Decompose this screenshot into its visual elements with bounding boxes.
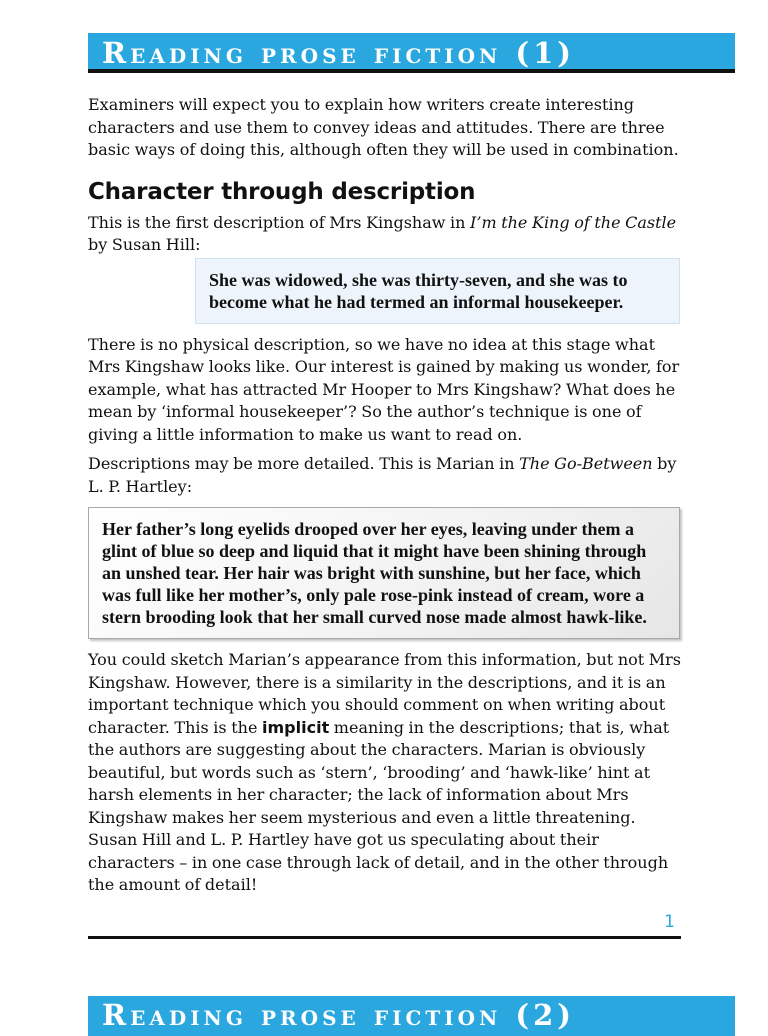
- kingshaw-intro-author: by Susan Hill:: [88, 235, 201, 254]
- page-title-bar: [88, 33, 735, 73]
- next-page-title: Reading prose fiction (2): [102, 998, 576, 1032]
- page-title: Reading prose fiction (1): [102, 36, 576, 70]
- kingshaw-intro-paragraph: [88, 212, 688, 257]
- marian-intro-author: by L. P. Hartley:: [88, 454, 677, 496]
- implicit-meaning-paragraph: [88, 649, 688, 897]
- implicit-paragraph-start: You could sketch Marian’s appearance from this information, but not Mrs Kingshaw. However, there is a similarity in the descriptions, and it is an important technique which you should comment on when writing about character. This is the: [88, 650, 682, 737]
- intro-paragraph: Examiners will expect you to explain how writers create interesting characters and use them to convey ideas and attitudes. There are three basic ways of doing this, although often they will be used in combination.: [88, 95, 679, 159]
- section-heading: Character through description: [88, 178, 476, 205]
- marian-intro-text: Descriptions may be more detailed. This is Marian in: [88, 454, 520, 473]
- marian-intro-paragraph: [88, 453, 688, 498]
- marian-quote-box: [88, 507, 680, 639]
- kingshaw-intro-text: This is the first description of Mrs Kingshaw in: [88, 212, 471, 232]
- kingshaw-quote-box: [195, 258, 680, 324]
- physical-description-paragraph: There is no physical description, so we have no idea at this stage what Mrs Kingshaw looks like. Our interest is gained by making us wonder, for example, what has attracted Mr Hooper to Mrs Kingshaw? What does he mean by ‘informal housekeeper’? So the author’s technique is one of giving a little information to make us want to read on.: [88, 334, 680, 444]
- page-number: 1: [664, 912, 675, 932]
- book-title-go-between: The Go-Between: [519, 454, 653, 473]
- page-bottom-rule: [88, 936, 681, 939]
- implicit-term: implicit: [262, 717, 330, 737]
- page-content: [88, 94, 688, 897]
- book-title-king-of-the-castle: I’m the King of the Castle: [470, 212, 677, 232]
- marian-quote-text: Her father’s long eyelids drooped over her eyes, leaving under them a glint of blue so deep and liquid that it might have been shining through an unshed tear. Her hair was bright with sunshine, but her face, which was full like her mother’s, only pale rose-pink instead of cream, wore a stern brooding look that her small curved nose made almost hawk-like.: [102, 519, 647, 627]
- next-page-title-bar: [88, 996, 735, 1036]
- kingshaw-quote-text: She was widowed, she was thirty-seven, and she was to become what he had termed an informal housekeeper.: [209, 269, 628, 312]
- implicit-paragraph-end: meaning in the descriptions; that is, what the authors are suggesting about the characters. Marian is obviously beautiful, but words such as ‘stern’, ‘brooding’ and ‘hawk-like’ hint at harsh elements in her character; the lack of information about Mrs Kingshaw makes her seem mysterious and even a little threatening. Susan Hill and L. P. Hartley have got us speculating about their characters – in one case through lack of detail, and in the other through the amount of detail!: [88, 717, 670, 894]
